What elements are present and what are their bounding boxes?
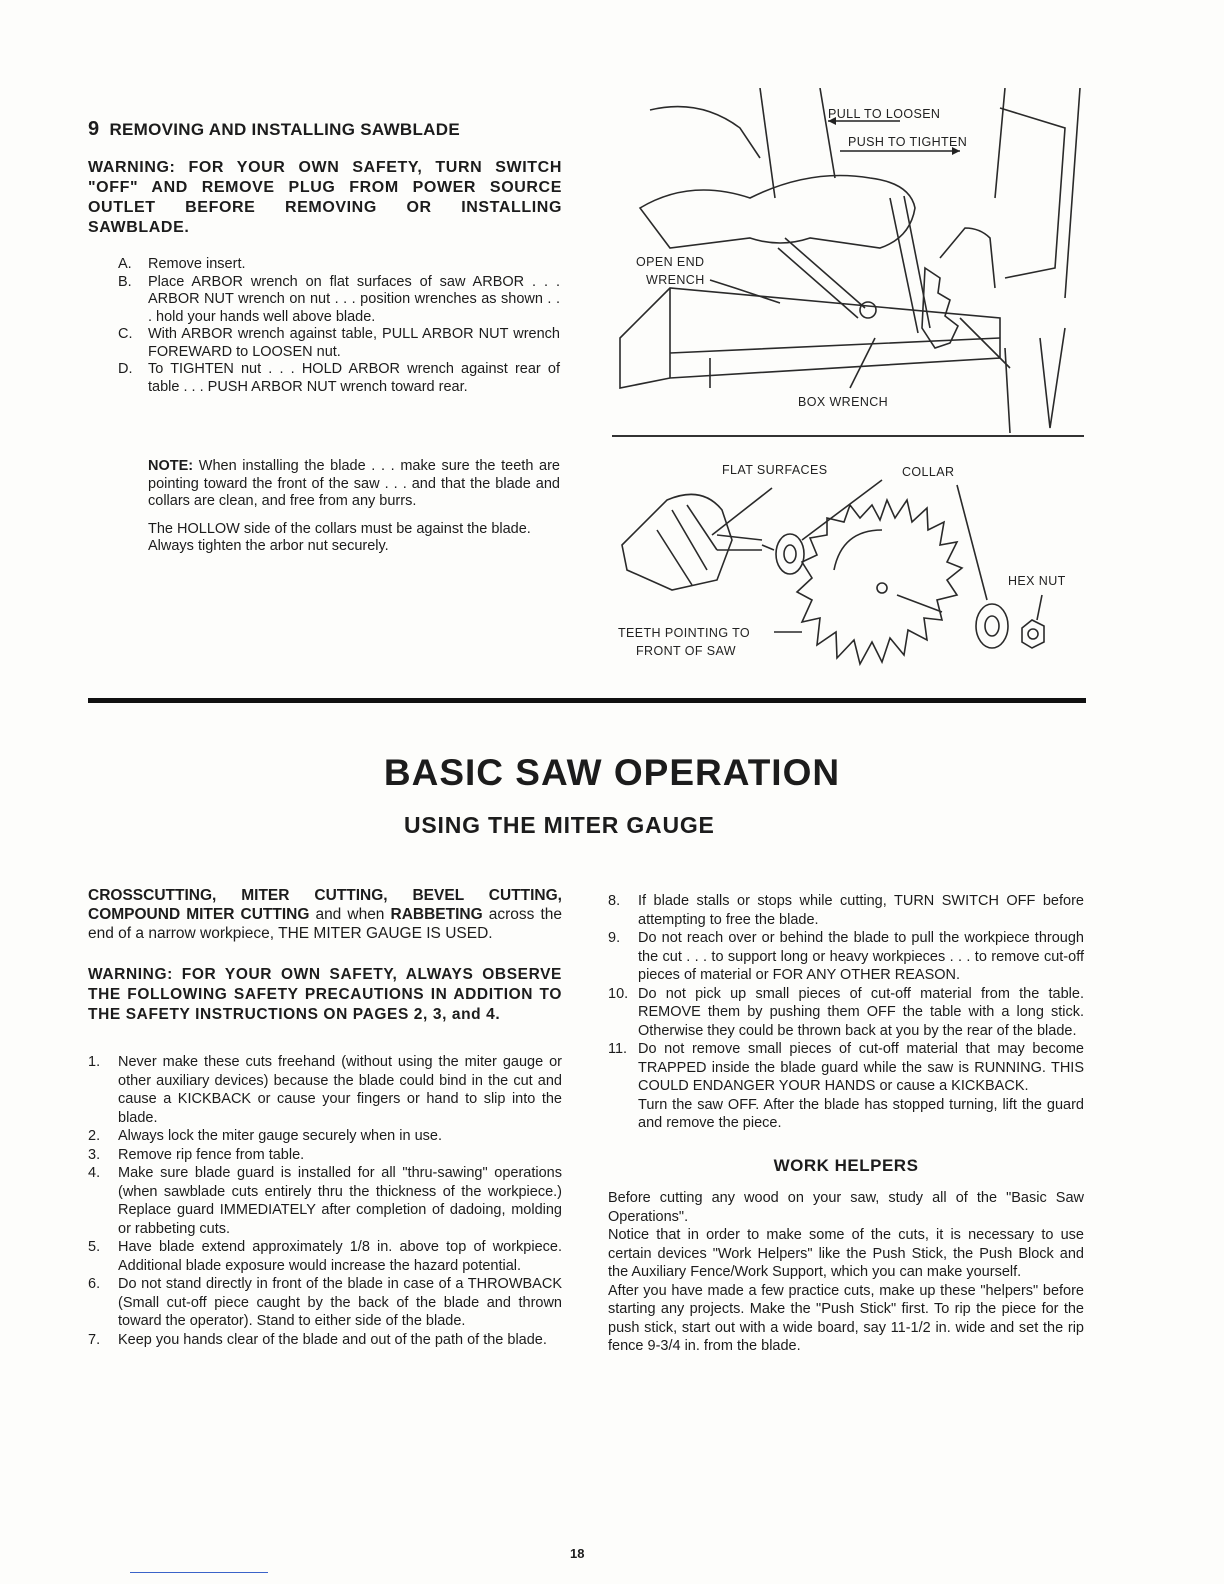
- flat-surfaces-leader: [712, 488, 772, 535]
- work-helpers-p2: Notice that in order to make some of the cuts, it is necessary to use certain devices "Work Helpers" like the Push Stick, the Push Block and the Auxiliary Fence/Work Support, which you can make yourself.: [608, 1227, 1084, 1280]
- hex-nut-leader: [1037, 595, 1042, 620]
- step-marker: D.: [118, 361, 133, 377]
- figure-divider: [612, 435, 1084, 437]
- sawblade-steps: [118, 256, 560, 396]
- list-item: 11. Do not remove small pieces of cut-off material that may become TRAPPED inside the blade guard while the saw is RUNNING. THIS COULD ENDANGER YOUR HANDS or cause a KICKBACK.: [608, 1041, 1084, 1094]
- teeth-label-2: FRONT OF SAW: [636, 644, 736, 658]
- step-text: With ARBOR wrench against table, PULL ARBOR NUT wrench FOREWARD to LOOSEN nut.: [148, 326, 560, 360]
- step-text: To TIGHTEN nut . . . HOLD ARBOR wrench against rear of table . . . PUSH ARBOR NUT wrench toward rear.: [148, 361, 560, 395]
- arm-hand: [640, 176, 915, 249]
- scan-mark: [130, 1572, 268, 1573]
- step-marker: A.: [118, 256, 132, 272]
- work-helpers-heading: WORK HELPERS: [773, 1155, 919, 1175]
- step-item: [118, 361, 560, 396]
- saw-table: [620, 288, 1000, 388]
- section-rule: [88, 698, 1086, 703]
- hex-nut-label: HEX NUT: [1008, 574, 1066, 588]
- note-label: NOTE:: [148, 458, 194, 474]
- arbor-housing: [622, 494, 732, 590]
- work-helpers-p1: Before cutting any wood on your saw, study all of the "Basic Saw Operations".: [608, 1190, 1084, 1225]
- note-text: When installing the blade . . . make sure the teeth are pointing toward the front of the saw . . . and that the blade and collars are clean, and free from any burrs.: [148, 458, 560, 509]
- sawblade-notes: [148, 458, 560, 566]
- blade-guard-outline: [1000, 108, 1065, 278]
- open-end-label-2: WRENCH: [646, 273, 705, 287]
- rotation-arrow: [834, 530, 882, 570]
- hex-nut: [1022, 620, 1044, 648]
- open-end-leader: [710, 280, 780, 303]
- list-item: 7. Keep you hands clear of the blade and out of the path of the blade.: [88, 1331, 547, 1348]
- arbor-shaft: [717, 535, 762, 550]
- flat-surfaces-label: FLAT SURFACES: [722, 463, 828, 477]
- open-end-label: OPEN END: [636, 255, 705, 269]
- page-title: BASIC SAW OPERATION: [383, 752, 841, 793]
- step-item: [118, 256, 560, 274]
- wrench-illustration: [610, 88, 1090, 438]
- section-number: 9: [88, 118, 100, 140]
- open-end-wrench: [778, 238, 865, 318]
- step-marker: B.: [118, 273, 132, 290]
- collar-leader-2: [957, 485, 987, 600]
- hollow-note: The HOLLOW side of the collars must be against the blade.: [148, 520, 531, 537]
- step-text: Place ARBOR wrench on flat surfaces of saw ARBOR . . . ARBOR NUT wrench on nut . . . position wrenches as shown . . . hold your hands well above blade.: [148, 273, 560, 325]
- push-label: PUSH TO TIGHTEN: [848, 135, 968, 149]
- inner-collar: [776, 534, 804, 574]
- list-item: 4. Make sure blade guard is installed for all "thru-sawing" operations (when sawblade cuts entirely thru the thickness of the workpiece.) Replace guard IMMEDIATELY after completion of dadoing, molding or rabbeting cuts.: [88, 1165, 562, 1237]
- safety-list-continued: [608, 892, 1084, 1096]
- tighten-note: Always tighten the arbor nut securely.: [148, 538, 389, 554]
- outer-collar: [976, 604, 1008, 648]
- blade-arbor-hole: [877, 583, 887, 593]
- page-number: 18: [570, 1546, 585, 1561]
- pull-label: PULL TO LOOSEN: [828, 107, 941, 121]
- list-item: 3. Remove rip fence from table.: [88, 1146, 305, 1163]
- box-wrench-handle: [890, 196, 930, 333]
- list-item: 2. Always lock the miter gauge securely when in use.: [88, 1128, 442, 1144]
- collar-label: COLLAR: [902, 465, 955, 479]
- step-marker: C.: [118, 326, 133, 342]
- cabinet-edge: [650, 107, 760, 158]
- work-helpers-p3: After you have made a few practice cuts, make up these "helpers" before starting any projects. Make the "Push Stick" first. To rip the piece for the push stick, start out with a wide board, say 11-1/2 in. wide and set the rip fence 9-3/4 in. from the blade.: [608, 1282, 1084, 1354]
- list-item: 8. If blade stalls or stops while cutting, TURN SWITCH OFF before attempting to free the blade.: [608, 893, 1084, 928]
- teeth-label: TEETH POINTING TO: [618, 626, 751, 640]
- list-item: 6. Do not stand directly in front of the blade in case of a THROWBACK (Small cut-off piece caught by the back of the blade and thrown toward the operator). Stand to either side of the blade.: [88, 1276, 562, 1329]
- section-title: REMOVING AND INSTALLING SAWBLADE: [109, 120, 460, 139]
- step-text: Remove insert.: [148, 256, 246, 272]
- page-subtitle: USING THE MITER GAUGE: [404, 812, 715, 838]
- intro-paragraph: CROSSCUTTING, MITER CUTTING, BEVEL CUTTING, COMPOUND MITER CUTTING and when RABBETING across the end of a narrow workpiece, THE MITER GAUGE IS USED.: [88, 887, 562, 942]
- sawblade-warning: WARNING: FOR YOUR OWN SAFETY, TURN SWITCH "OFF" AND REMOVE PLUG FROM POWER SOURCE OUTLET BEFORE REMOVING OR INSTALLING SAWBLADE.: [88, 159, 562, 236]
- box-wrench-label: BOX WRENCH: [798, 395, 889, 409]
- arbor-illustration: [612, 450, 1092, 690]
- step-item: [118, 326, 560, 361]
- section-heading: [88, 118, 460, 141]
- list-item: 9. Do not reach over or behind the blade to pull the workpiece through the cut . . . to support long or heavy workpieces . . . to remove cut-off pieces of material or FOR ANY OTHER REASON.: [608, 930, 1084, 983]
- step-item: [118, 274, 560, 327]
- list-item: 10. Do not pick up small pieces of cut-off material from the table. REMOVE them by pushing them OFF the table with a long stick. Otherwise they could be thrown back at you by the rear of the blade.: [608, 985, 1084, 1039]
- after-note: Turn the saw OFF. After the blade has stopped turning, lift the guard and remove the piece.: [638, 1096, 1084, 1131]
- box-wrench-leader: [850, 338, 875, 388]
- list-item: 1. Never make these cuts freehand (without using the miter gauge or other auxiliary devices) because the blade could bind in the cut and cause a KICKBACK or cause your fingers or hand to slip into the blade.: [88, 1054, 562, 1126]
- safety-list: [88, 1053, 562, 1349]
- right-column: [608, 892, 1084, 1356]
- left-column: [88, 886, 562, 1349]
- list-item: 5. Have blade extend approximately 1/8 in. above top of workpiece. Additional blade exposure would increase the hazard potential.: [88, 1239, 562, 1274]
- safety-warning: WARNING: FOR YOUR OWN SAFETY, ALWAYS OBSERVE THE FOLLOWING SAFETY PRECAUTIONS IN ADDITION TO THE SAFETY INSTRUCTIONS ON PAGES 2, 3, and 4.: [88, 966, 562, 1023]
- sawblade-top: [922, 268, 958, 348]
